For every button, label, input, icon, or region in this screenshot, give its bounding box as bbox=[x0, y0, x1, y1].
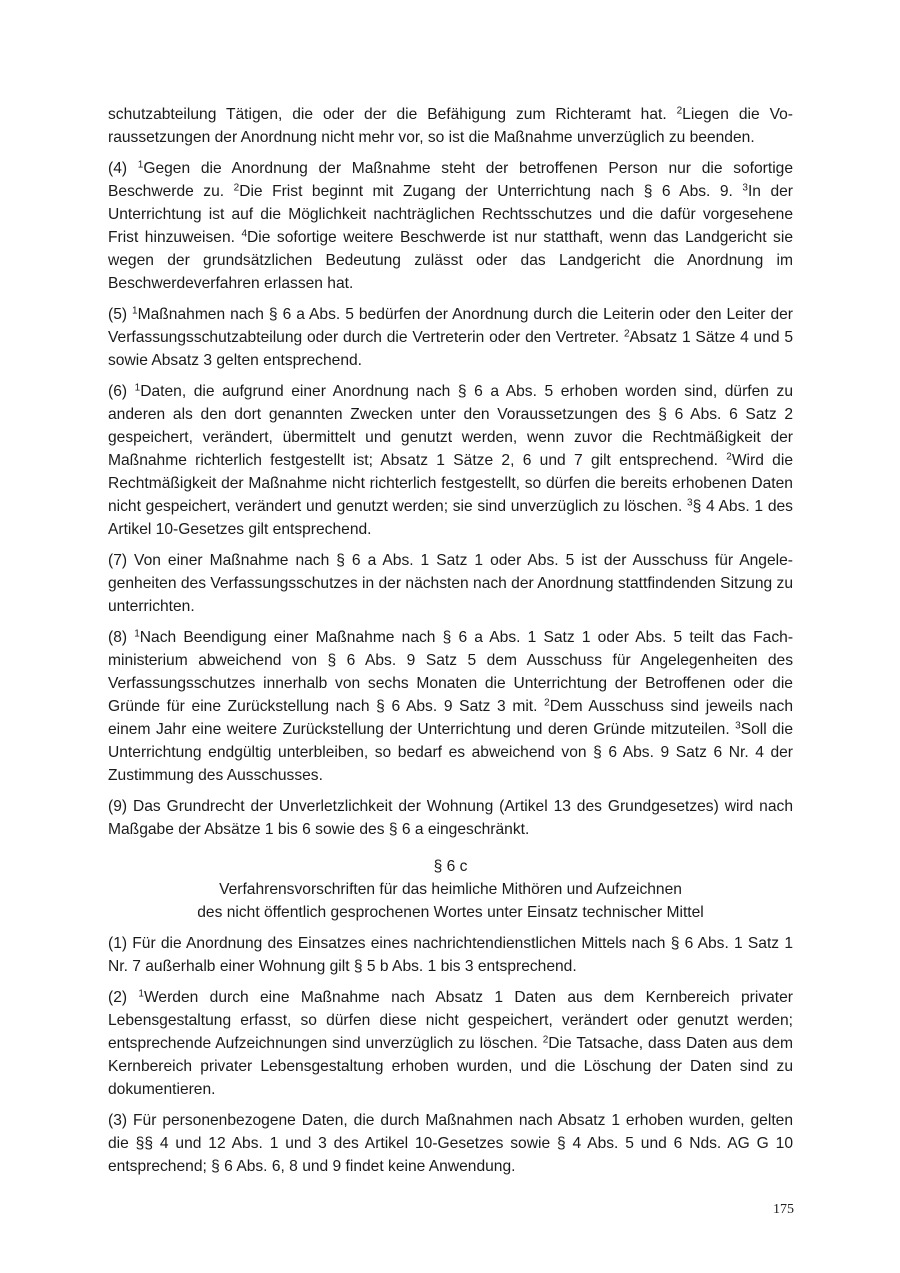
paragraph-cont bbox=[108, 103, 793, 149]
sentence-number: 2 bbox=[542, 1034, 549, 1046]
sentence-number: 4 bbox=[241, 228, 248, 240]
sentence-number: 3 bbox=[742, 182, 748, 194]
paragraph-text: Daten, die aufgrund einer Anordnung nach § 6 a Abs. 5 erhoben worden sind, dürfen zu anderen als den dort genannten Zwecken unter den Voraussetzungen des § 6 Abs. 6 Satz 2 gespeichert, verändert, übermittelt und genutzt werden, wenn zuvor die Rechtmäßigkeit der Maßnahme richterlich festgestellt ist; Absatz 1 Sätze 2, 6 und 7 gilt entsprechend. bbox=[108, 383, 794, 469]
sentence-number: 1 bbox=[134, 628, 140, 640]
paragraph-text: (2) bbox=[108, 989, 139, 1006]
paragraphs-before-heading bbox=[108, 103, 793, 841]
section-heading bbox=[108, 855, 793, 924]
paragraph-text: Werden durch eine Maßnahme nach Absatz 1 Daten aus dem Kernbereich privater Lebensgestaltung erfasst, so dürfen diese nicht gespeichert, verändert oder genutzt werden; entsprechende Aufzeichnungen sind unverzüglich zu löschen. bbox=[108, 989, 793, 1052]
paragraph-text: (9) Das Grundrecht der Unverletzlichkeit der Wohnung (Artikel 13 des Grundgesetzes) wird nach Maßgabe der Absätze 1 bis 6 sowie des § 6 a eingeschränkt. bbox=[108, 798, 793, 838]
sentence-number: 3 bbox=[687, 497, 693, 509]
paragraph-text: Liegen die Voraussetzungen der Anordnung nicht mehr vor, so ist die Maßnahme unverzüglich zu beenden. bbox=[108, 106, 793, 146]
sentence-number: 2 bbox=[544, 697, 550, 709]
paragraph-text: Gegen die Anordnung der Maßnahme steht der betroffenen Person nur die sofortige Beschwerde zu. bbox=[108, 160, 794, 200]
sentence-number: 2 bbox=[623, 328, 630, 340]
page-number: 175 bbox=[773, 1202, 794, 1217]
paragraph-text: Die Frist beginnt mit Zugang der Unterrichtung nach § 6 Abs. 9. bbox=[239, 183, 743, 200]
paragraph-text: Soll die Unterrichtung endgültig unterbleiben, so bedarf es abweichend von § 6 Abs. 9 Satz 6 Nr. 4 der Zustimmung des Ausschusses. bbox=[108, 721, 793, 784]
paragraph-s2 bbox=[108, 986, 793, 1101]
section-title-line-2: des nicht öffentlich gesprochenen Wortes unter Einsatz technischer Mittel bbox=[197, 904, 704, 921]
paragraph-text: (1) Für die Anordnung des Einsatzes eines nachrichtendienstlichen Mittels nach § 6 Abs. 1 Satz 1 Nr. 7 außerhalb einer Wohnung gilt § 5 b Abs. 1 bis 3 entsprechend. bbox=[108, 935, 793, 975]
document-page bbox=[108, 103, 793, 1186]
paragraph-s3 bbox=[108, 1109, 793, 1178]
sentence-number: 2 bbox=[676, 105, 683, 117]
section-number: § 6 c bbox=[433, 858, 468, 875]
paragraph-text: Dem Ausschuss sind jeweils nach einem Jahr eine weitere Zurückstellung der Unterrichtung und deren Gründe mitzuteilen. bbox=[108, 698, 793, 738]
sentence-number: 1 bbox=[138, 988, 144, 1000]
paragraph-text: (7) Von einer Maßnahme nach § 6 a Abs. 1 Satz 1 oder Abs. 5 ist der Ausschuss für Angelegenheiten des Verfassungsschutzes in der nächsten nach der Anordnung stattfindenden Sitzung zu unterrichten. bbox=[108, 552, 793, 615]
paragraph-s1 bbox=[108, 932, 793, 978]
paragraph-text: (5) bbox=[108, 306, 133, 323]
paragraph-text: (8) bbox=[108, 629, 135, 646]
sentence-number: 3 bbox=[735, 720, 741, 732]
paragraph-text: Die Tatsache, dass Daten aus dem Kernbereich privater Lebensgestaltung erhoben wurden, und die Löschung der Daten sind zu dokumentieren. bbox=[108, 1035, 793, 1098]
sentence-number: 2 bbox=[233, 182, 240, 194]
paragraph-text: Maßnahmen nach § 6 a Abs. 5 bedürfen der Anordnung durch die Leiterin oder den Leiter der Verfassungsschutzabteilung oder durch die Vertreterin oder den Vertreter. bbox=[108, 306, 793, 346]
sentence-number: 1 bbox=[137, 159, 144, 171]
paragraph-p6 bbox=[108, 380, 793, 541]
section-title-line-1: Verfahrensvorschriften für das heimliche Mithören und Aufzeichnen bbox=[219, 881, 682, 898]
paragraphs-after-heading bbox=[108, 932, 793, 1178]
paragraph-p8 bbox=[108, 626, 793, 787]
paragraph-text: In der Unterrichtung ist auf die Möglichkeit nachträglichen Rechtsschutzes und die dafür vorgesehene Frist hinzuweisen. bbox=[108, 183, 793, 246]
paragraph-p5 bbox=[108, 303, 793, 372]
paragraph-p7 bbox=[108, 549, 793, 618]
paragraph-p9 bbox=[108, 795, 793, 841]
paragraph-text: (4) bbox=[108, 160, 138, 177]
sentence-number: 1 bbox=[132, 305, 138, 317]
paragraph-text: schutzabteilung Tätigen, die oder der die Befähigung zum Richteramt hat. bbox=[108, 106, 677, 123]
paragraph-text: § 4 Abs. 1 des Artikel 10-Gesetzes gilt entsprechend. bbox=[108, 498, 793, 538]
paragraph-text: Wird die Rechtmäßigkeit der Maßnahme nicht richterlich festgestellt, so dürfen die bereits erhobenen Daten nicht gespeichert, verändert und genutzt werden; sie sind unverzüglich zu löschen. bbox=[108, 452, 793, 515]
paragraph-p4 bbox=[108, 157, 793, 295]
paragraph-text: (3) Für personenbezogene Daten, die durch Maßnahmen nach Absatz 1 erhoben wurden, gelten die §§ 4 und 12 Abs. 1 und 3 des Artikel 10-Gesetzes sowie § 4 Abs. 5 und 6 Nds. AG G 10 entsprechend; § 6 Abs. 6, 8 und 9 findet keine Anwendung. bbox=[108, 1112, 793, 1175]
paragraph-text: Absatz 1 Sätze 4 und 5 sowie Absatz 3 gelten entsprechend. bbox=[108, 329, 794, 369]
sentence-number: 2 bbox=[726, 451, 732, 463]
paragraph-text: (6) bbox=[108, 383, 135, 400]
paragraph-text: Nach Beendigung einer Maßnahme nach § 6 a Abs. 1 Satz 1 oder Abs. 5 teilt das Fachministerium abweichend von § 6 Abs. 9 Satz 5 dem Ausschuss für Angelegenheiten des Verfassungsschutzes innerhalb von sechs Monaten die Unterrichtung der Betroffenen oder die Gründe für eine Zurückstellung nach § 6 Abs. 9 Satz 3 mit. bbox=[108, 629, 794, 715]
sentence-number: 1 bbox=[134, 382, 141, 394]
paragraph-text: Die sofortige weitere Beschwerde ist nur statthaft, wenn das Landgericht sie wegen der grundsätzlichen Bedeutung zulässt oder das Landgericht die Anordnung im Beschwerdeverfahren erlassen hat. bbox=[108, 229, 793, 292]
